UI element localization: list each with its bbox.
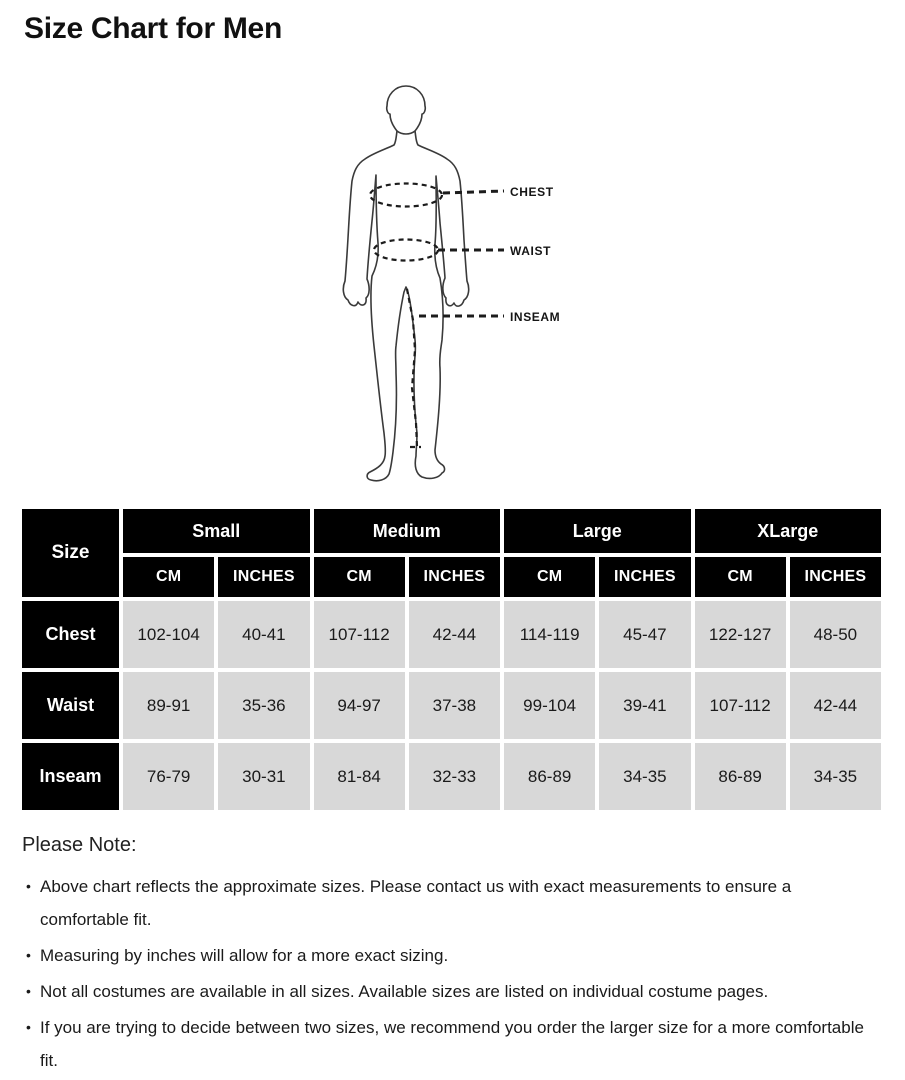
page-title: Size Chart for Men [24, 12, 282, 45]
bullet-icon: • [26, 947, 31, 963]
unit-header-large-inches: INCHES [597, 555, 692, 599]
size-corner-header: Size [20, 507, 121, 599]
notes-list [22, 870, 888, 1077]
head-outline [387, 86, 426, 134]
unit-header-large-cm: CM [502, 555, 597, 599]
row-header-waist: Waist [20, 670, 121, 741]
chest-leader-line [443, 191, 504, 193]
table-row-waist [20, 670, 883, 741]
unit-header-row [20, 555, 883, 599]
unit-header-small-inches: INCHES [216, 555, 311, 599]
size-chart-table [18, 505, 885, 814]
notes-section [22, 834, 888, 1080]
unit-header-xlarge-cm: CM [693, 555, 788, 599]
value-cell: 34-35 [597, 741, 692, 812]
group-header-medium: Medium [312, 507, 503, 555]
value-cell: 86-89 [693, 741, 788, 812]
value-cell: 35-36 [216, 670, 311, 741]
value-cell: 40-41 [216, 599, 311, 670]
note-item [22, 975, 876, 1008]
group-header-large: Large [502, 507, 693, 555]
value-cell: 42-44 [788, 670, 883, 741]
notes-heading: Please Note: [22, 834, 137, 856]
unit-header-medium-inches: INCHES [407, 555, 502, 599]
value-cell: 32-33 [407, 741, 502, 812]
value-cell: 39-41 [597, 670, 692, 741]
value-cell: 107-112 [312, 599, 407, 670]
bullet-icon: • [26, 983, 31, 999]
value-cell: 76-79 [121, 741, 216, 812]
note-text: Above chart reflects the approximate sizes. Please contact us with exact measurements to ensure a comfortable fit. [40, 877, 792, 929]
value-cell: 122-127 [693, 599, 788, 670]
value-cell: 99-104 [502, 670, 597, 741]
unit-header-small-cm: CM [121, 555, 216, 599]
unit-header-medium-cm: CM [312, 555, 407, 599]
note-item [22, 939, 876, 972]
bullet-icon: • [26, 878, 31, 894]
size-group-header-row [20, 507, 883, 555]
bullet-icon: • [26, 1019, 31, 1035]
row-header-chest: Chest [20, 599, 121, 670]
waist-label: WAIST [510, 244, 551, 258]
value-cell: 37-38 [407, 670, 502, 741]
chest-label: CHEST [510, 185, 554, 199]
inseam-label: INSEAM [510, 310, 561, 324]
unit-header-xlarge-inches: INCHES [788, 555, 883, 599]
male-body-outline-icon [340, 78, 580, 490]
waist-measure-ellipse [374, 240, 438, 261]
note-text: Measuring by inches will allow for a more exact sizing. [40, 946, 449, 965]
value-cell: 107-112 [693, 670, 788, 741]
value-cell: 81-84 [312, 741, 407, 812]
value-cell: 114-119 [502, 599, 597, 670]
note-text: If you are trying to decide between two sizes, we recommend you order the larger size for a more comfortable fit. [40, 1018, 864, 1070]
table-row-chest [20, 599, 883, 670]
table-row-inseam [20, 741, 883, 812]
body-measurement-diagram [340, 78, 580, 490]
note-item [22, 870, 876, 936]
value-cell: 102-104 [121, 599, 216, 670]
chest-measure-ellipse [370, 184, 442, 207]
group-header-small: Small [121, 507, 312, 555]
value-cell: 34-35 [788, 741, 883, 812]
value-cell: 48-50 [788, 599, 883, 670]
value-cell: 89-91 [121, 670, 216, 741]
value-cell: 94-97 [312, 670, 407, 741]
note-text: Not all costumes are available in all sizes. Available sizes are listed on individual costume pages. [40, 982, 769, 1001]
row-header-inseam: Inseam [20, 741, 121, 812]
note-item [22, 1011, 876, 1077]
value-cell: 86-89 [502, 741, 597, 812]
value-cell: 42-44 [407, 599, 502, 670]
value-cell: 45-47 [597, 599, 692, 670]
group-header-xlarge: XLarge [693, 507, 884, 555]
value-cell: 30-31 [216, 741, 311, 812]
